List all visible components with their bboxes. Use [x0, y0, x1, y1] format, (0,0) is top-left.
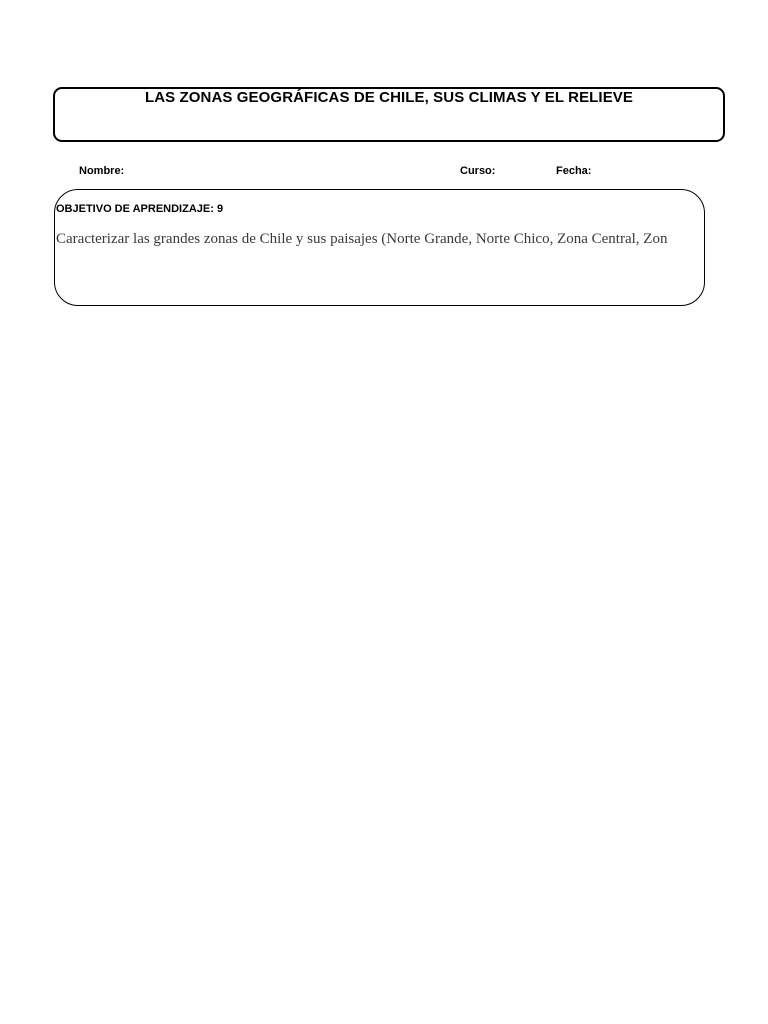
- objective-box: [54, 189, 705, 306]
- objective-label: OBJETIVO DE APRENDIZAJE: 9: [56, 203, 224, 215]
- objective-text: Caracterizar las grandes zonas de Chile y sus paisajes (Norte Grande, Norte Chico, Zona Central, Zon: [56, 231, 668, 247]
- title-box: [53, 87, 725, 142]
- fecha-label: Fecha:: [556, 165, 592, 177]
- worksheet-title: LAS ZONAS GEOGRÁFICAS DE CHILE, SUS CLIMAS Y EL RELIEVE: [144, 89, 634, 106]
- nombre-label: Nombre:: [79, 165, 125, 177]
- curso-label: Curso:: [460, 165, 496, 177]
